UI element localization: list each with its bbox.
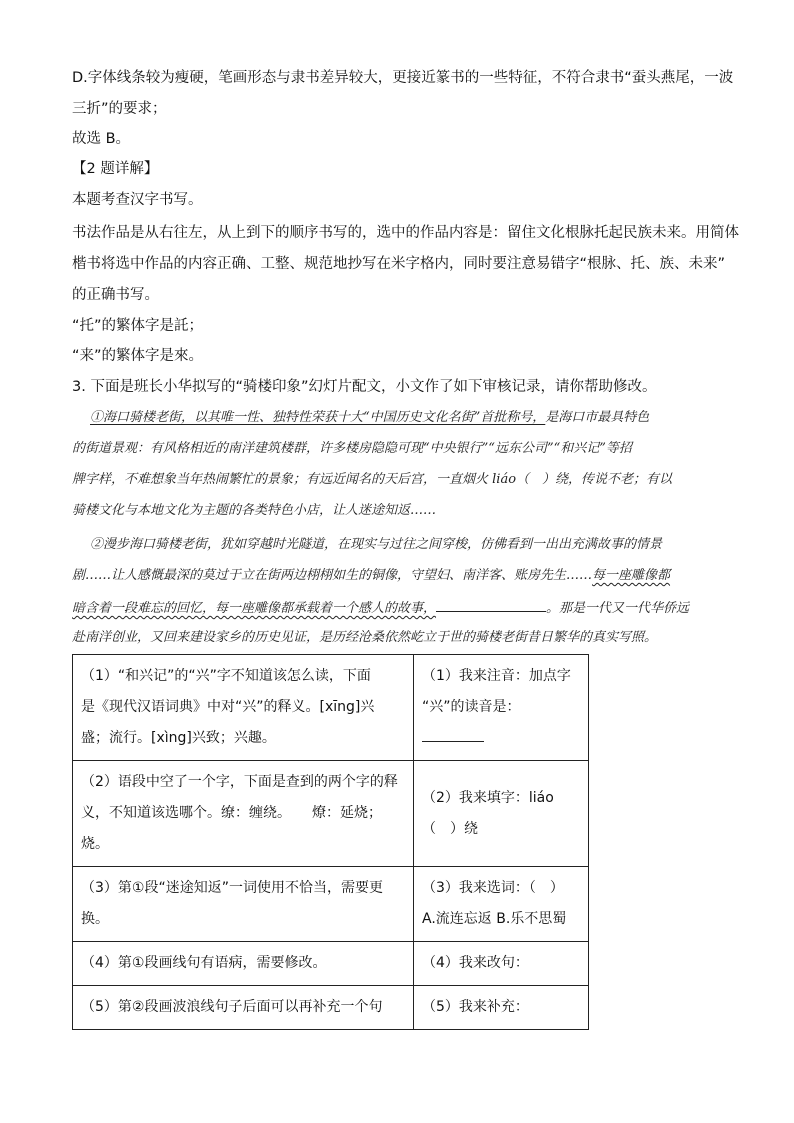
text-line-6: 书法作品是从右往左，从上到下的顺序书写的，选中的作品内容是：留住文化根脉托起民族未来。用简体 xyxy=(72,225,739,241)
pinyin-answer-blank[interactable] xyxy=(422,723,484,742)
answer-cell: （2）我来填字：liáo （ ）绕 xyxy=(414,761,589,867)
text-line-10: “来”的繁体字是來。 xyxy=(72,348,204,364)
text-line-8: 的正确书写。 xyxy=(72,287,159,303)
text-line-7: 楷书将选中作品的内容正确、工整、规范地抄写在米字格内，同时要注意易错字“根脉、托、族、未来” xyxy=(72,256,726,272)
passage-p1-line3: 牌字样，不难想象当年热闹繁忙的景象；有远近闻名的天后宫，一直烟火 liáo（ ）绕，传说不老；有以 xyxy=(72,472,673,487)
table-row xyxy=(73,761,589,867)
table-row xyxy=(73,942,589,986)
text-line-2: 三折”的要求； xyxy=(72,101,167,117)
answer-cell: （3）我来选词：（ ） A.流连忘返 B.乐不思蜀 xyxy=(414,867,589,942)
passage-p1-line2: 的街道景观：有风格相近的南洋建筑楼群，许多楼房隐隐可现“中央银行”“远东公司”“和兴记”等招 xyxy=(72,441,632,456)
text-line-3: 故选 B。 xyxy=(72,131,131,147)
passage-p2-line2: 剧……让人感慨最深的莫过于立在街两边栩栩如生的铜像，守望妇、南洋客、账房先生……每一座雕像都 xyxy=(72,568,671,583)
question-3-stem: 3. 下面是班长小华拟写的“骑楼印象”幻灯片配文，小文作了如下审核记录，请你帮助修改。 xyxy=(72,379,657,395)
task-cell: （1）“和兴记”的“兴”字不知道该怎么读，下面 是《现代汉语词典》中对“兴”的释义。[xīng]兴 盛；流行。[xìng]兴致；兴趣。 xyxy=(73,655,414,761)
task-cell: （5）第②段画波浪线句子后面可以再补充一个句 xyxy=(73,986,414,1030)
passage-p2-line1: ②漫步海口骑楼老街，犹如穿越时光隧道，在现实与过往之间穿梭，仿佛看到一出出充满故事的情景 xyxy=(90,537,663,552)
table-row xyxy=(73,867,589,942)
section-heading: 【2 题详解】 xyxy=(72,161,159,177)
underlined-sentence: ①海口骑楼老街，以其唯一性、独特性荣获十大“中国历史文化名街”首批称号， xyxy=(90,410,546,425)
review-table xyxy=(72,654,589,1030)
task-cell: （4）第①段画线句有语病，需要修改。 xyxy=(73,942,414,986)
task-cell: （2）语段中空了一个字，下面是查到的两个字的释 义，不知道该选哪个。缭：缠绕。 燎：延烧； 烧。 xyxy=(73,761,414,867)
passage-p2-line4: 赴南洋创业，又回来建设家乡的历史见证，是历经沧桑依然屹立于世的骑楼老街昔日繁华的真实写照。 xyxy=(72,630,658,645)
answer-cell: （1）我来注音：加点字 “兴”的读音是： xyxy=(414,655,589,761)
text-line-5: 本题考查汉字书写。 xyxy=(72,192,203,208)
answer-blank[interactable] xyxy=(436,597,546,612)
task-cell: （3）第①段“迷途知返”一词使用不恰当，需要更 换。 xyxy=(73,867,414,942)
answer-cell[interactable]: （5）我来补充： xyxy=(414,986,589,1030)
text-line-9: “托”的繁体字是託； xyxy=(72,318,204,334)
text-line-1: D.字体线条较为瘦硬，笔画形态与隶书差异较大，更接近篆书的一些特征，不符合隶书“蚕头燕尾，一波 xyxy=(72,70,734,86)
wavy-sentence-part1: 每一座雕像都 xyxy=(592,568,671,583)
wavy-sentence-part2: 暗含着一段难忘的回忆，每一座雕像都承载着一个感人的故事， xyxy=(72,601,437,616)
table-row xyxy=(73,986,589,1030)
table-row xyxy=(73,655,589,761)
passage-p1-line4: 骑楼文化与本地文化为主题的各类特色小店，让人迷途知返…… xyxy=(72,503,437,518)
answer-cell[interactable]: （4）我来改句： xyxy=(414,942,589,986)
passage-p1-line1: ①海口骑楼老街，以其唯一性、独特性荣获十大“中国历史文化名街”首批称号，是海口市最具特色 xyxy=(90,410,650,425)
passage-p2-line3: 暗含着一段难忘的回忆，每一座雕像都承载着一个感人的故事， 。那是一代又一代华侨远 xyxy=(72,597,689,617)
